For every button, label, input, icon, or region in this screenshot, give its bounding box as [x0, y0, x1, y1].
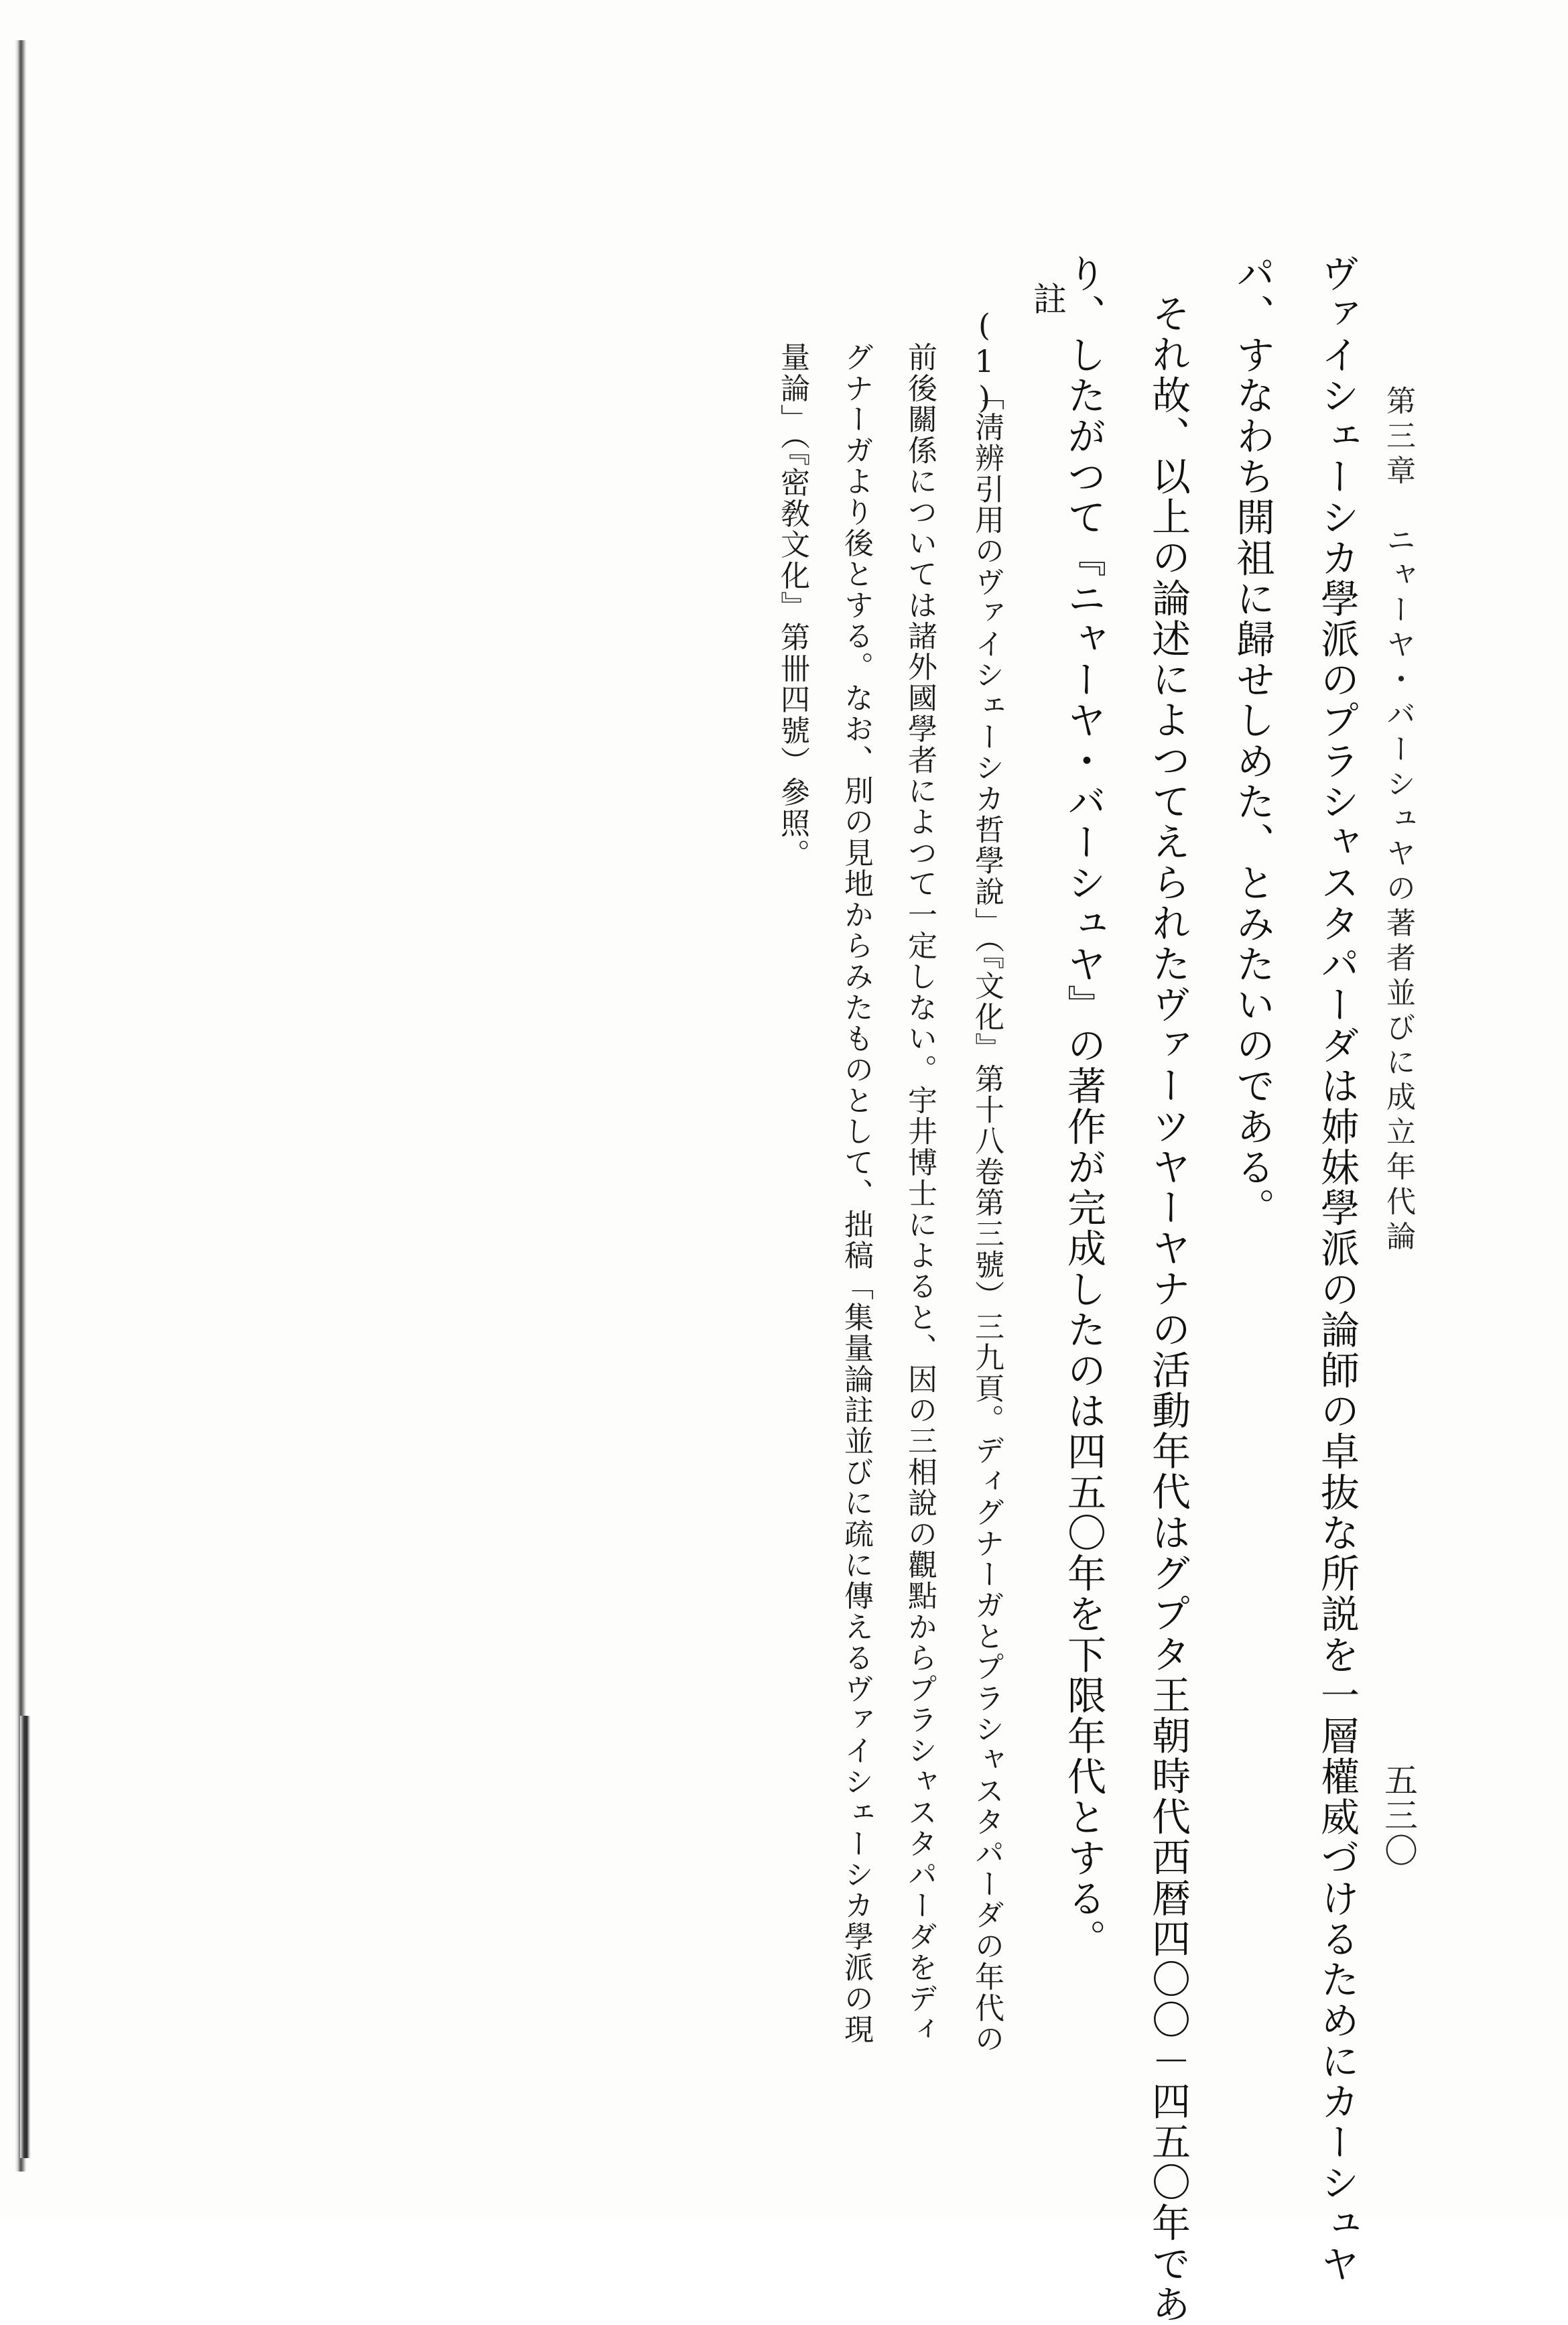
body-line-3: それ故、以上の論述によつてえられたヴァーツヤーヤナの活動年代はグプタ王朝時代西暦四〇〇－四五〇年であ — [1145, 294, 1191, 2325]
note-1-marker: (1) — [966, 307, 1002, 416]
notes-heading: 註 — [1028, 281, 1067, 315]
body-line-1: ヴァイシェーシカ學派のプラシャスタパーダは姉妹學派の論師の卓抜な所説を一層權威づけるためにカーシュヤ — [1314, 253, 1360, 2285]
note-1-line-2: 前後關係については諸外國學者によつて一定しない。宇井博士によると、因の三相說の觀點からプラシャスタパーダをディ — [903, 342, 937, 2045]
binding-shadow-lower — [20, 1716, 32, 2158]
note-1-line-1: 「淸辨引用のヴァイシェーシカ哲學說」（『文化』第十八卷第三號）三九頁。ディグナーガとプラシャスタパーダの年代の — [970, 381, 1004, 2054]
body-line-2: パ、すなわち開祖に歸せしめた、とみたいのである。 — [1230, 253, 1275, 1229]
body-line-4: り、したがつて『ニャーヤ・バーシュヤ』の著作が完成したのは四五〇年を下限年代とする。 — [1061, 253, 1106, 1960]
note-1-line-3: グナーガより後とする。なお、別の見地からみたものとして、拙稿「集量論註並びに疏に傳えるヴァイシェーシカ學派の現 — [839, 342, 873, 2045]
running-head: 第三章 ニャーヤ・バーシュヤの著者並びに成立年代論 — [1381, 385, 1415, 1255]
page-number: 五三〇 — [1379, 1763, 1418, 1869]
note-1-line-4: 量論」（『密敎文化』第卌四號）參照。 — [775, 342, 809, 870]
